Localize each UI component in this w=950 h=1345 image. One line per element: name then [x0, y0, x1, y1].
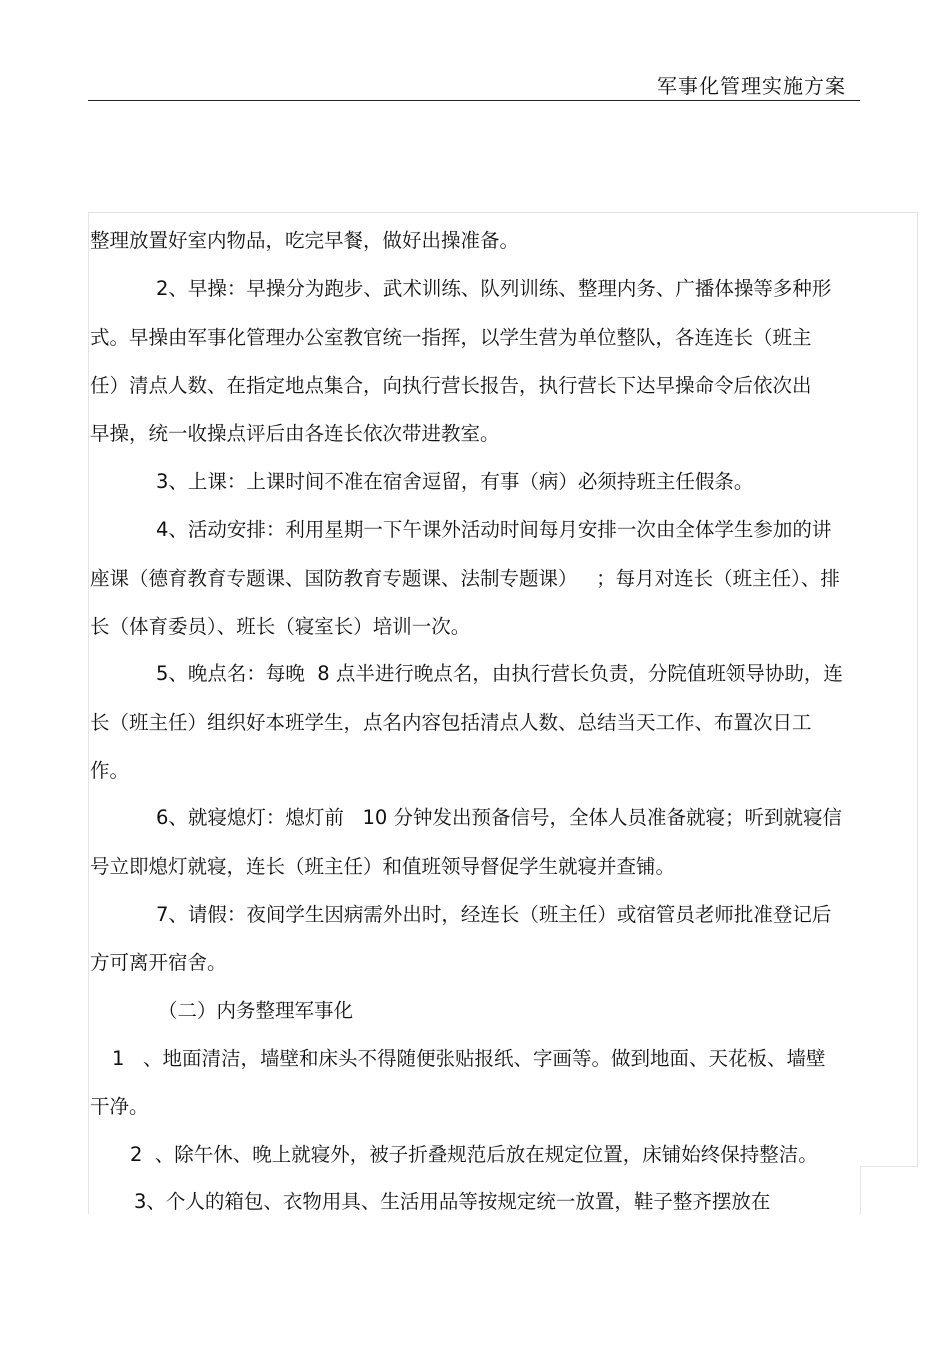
frame-notch-horizontal — [860, 1166, 918, 1167]
text-line: 6、就寝熄灯：熄灯前 10 分钟发出预备信号，全体人员准备就寝；听到就寝信 — [156, 806, 843, 829]
text-line: 2、早操：早操分为跑步、武术训练、队列训练、整理内务、广播体操等多种形 — [156, 277, 832, 300]
text-line: 式。早操由军事化管理办公室教官统一指挥，以学生营为单位整队，各连连长（班主 — [90, 326, 812, 349]
text-line: 3、个人的箱包、衣物用具、生活用品等按规定统一放置，鞋子整齐摆放在 — [134, 1190, 771, 1213]
header-rule — [88, 100, 860, 101]
frame-notch-vertical — [860, 1166, 861, 1214]
header-title: 军事化管理实施方案 — [657, 74, 846, 98]
text-line: 7、请假：夜间学生因病需外出时，经连长（班主任）或宿管员老师批准登记后 — [156, 903, 832, 926]
text-line: 长（体育委员）、班长（寝室长）培训一次。 — [90, 615, 471, 638]
text-line: 早操，统一收操点评后由各连长依次带进教室。 — [90, 422, 500, 445]
text-line: 整理放置好室内物品，吃完早餐，做好出操准备。 — [90, 229, 520, 252]
text-line: 方可离开宿舍。 — [90, 951, 227, 974]
text-line: 座课（德育教育专题课、国防教育专题课、法制专题课） ；每月对连长（班主任）、排 — [90, 567, 840, 590]
text-line: 1 、地面清洁，墙壁和床头不得随便张贴报纸、字画等。做到地面、天花板、墙壁 — [112, 1047, 826, 1070]
text-line: 作。 — [90, 759, 130, 782]
frame-border-right — [917, 212, 918, 1167]
text-line: 5、晚点名：每晚 8 点半进行晚点名，由执行营长负责，分院值班领导协助，连 — [156, 662, 843, 685]
text-line: 4、活动安排：利用星期一下午课外活动时间每月安排一次由全体学生参加的讲 — [156, 518, 832, 541]
text-line: 号立即熄灯就寝，连长（班主任）和值班领导督促学生就寝并查铺。 — [90, 855, 676, 878]
text-line: 任）清点人数、在指定地点集合，向执行营长报告，执行营长下达早操命令后依次出 — [90, 374, 812, 397]
frame-border-top — [88, 212, 918, 213]
text-line: 2 、除午休、晚上就寝外，被子折叠规范后放在规定位置，床铺始终保持整洁。 — [130, 1143, 818, 1166]
text-line: 干净。 — [90, 1095, 149, 1118]
text-line: 长（班主任）组织好本班学生，点名内容包括清点人数、总结当天工作、布置次日工 — [90, 711, 812, 734]
text-line: 3、上课：上课时间不准在宿舍逗留，有事（病）必须持班主任假条。 — [156, 470, 754, 493]
frame-border-left — [88, 212, 89, 1214]
text-line: （二）内务整理军事化 — [158, 999, 354, 1022]
